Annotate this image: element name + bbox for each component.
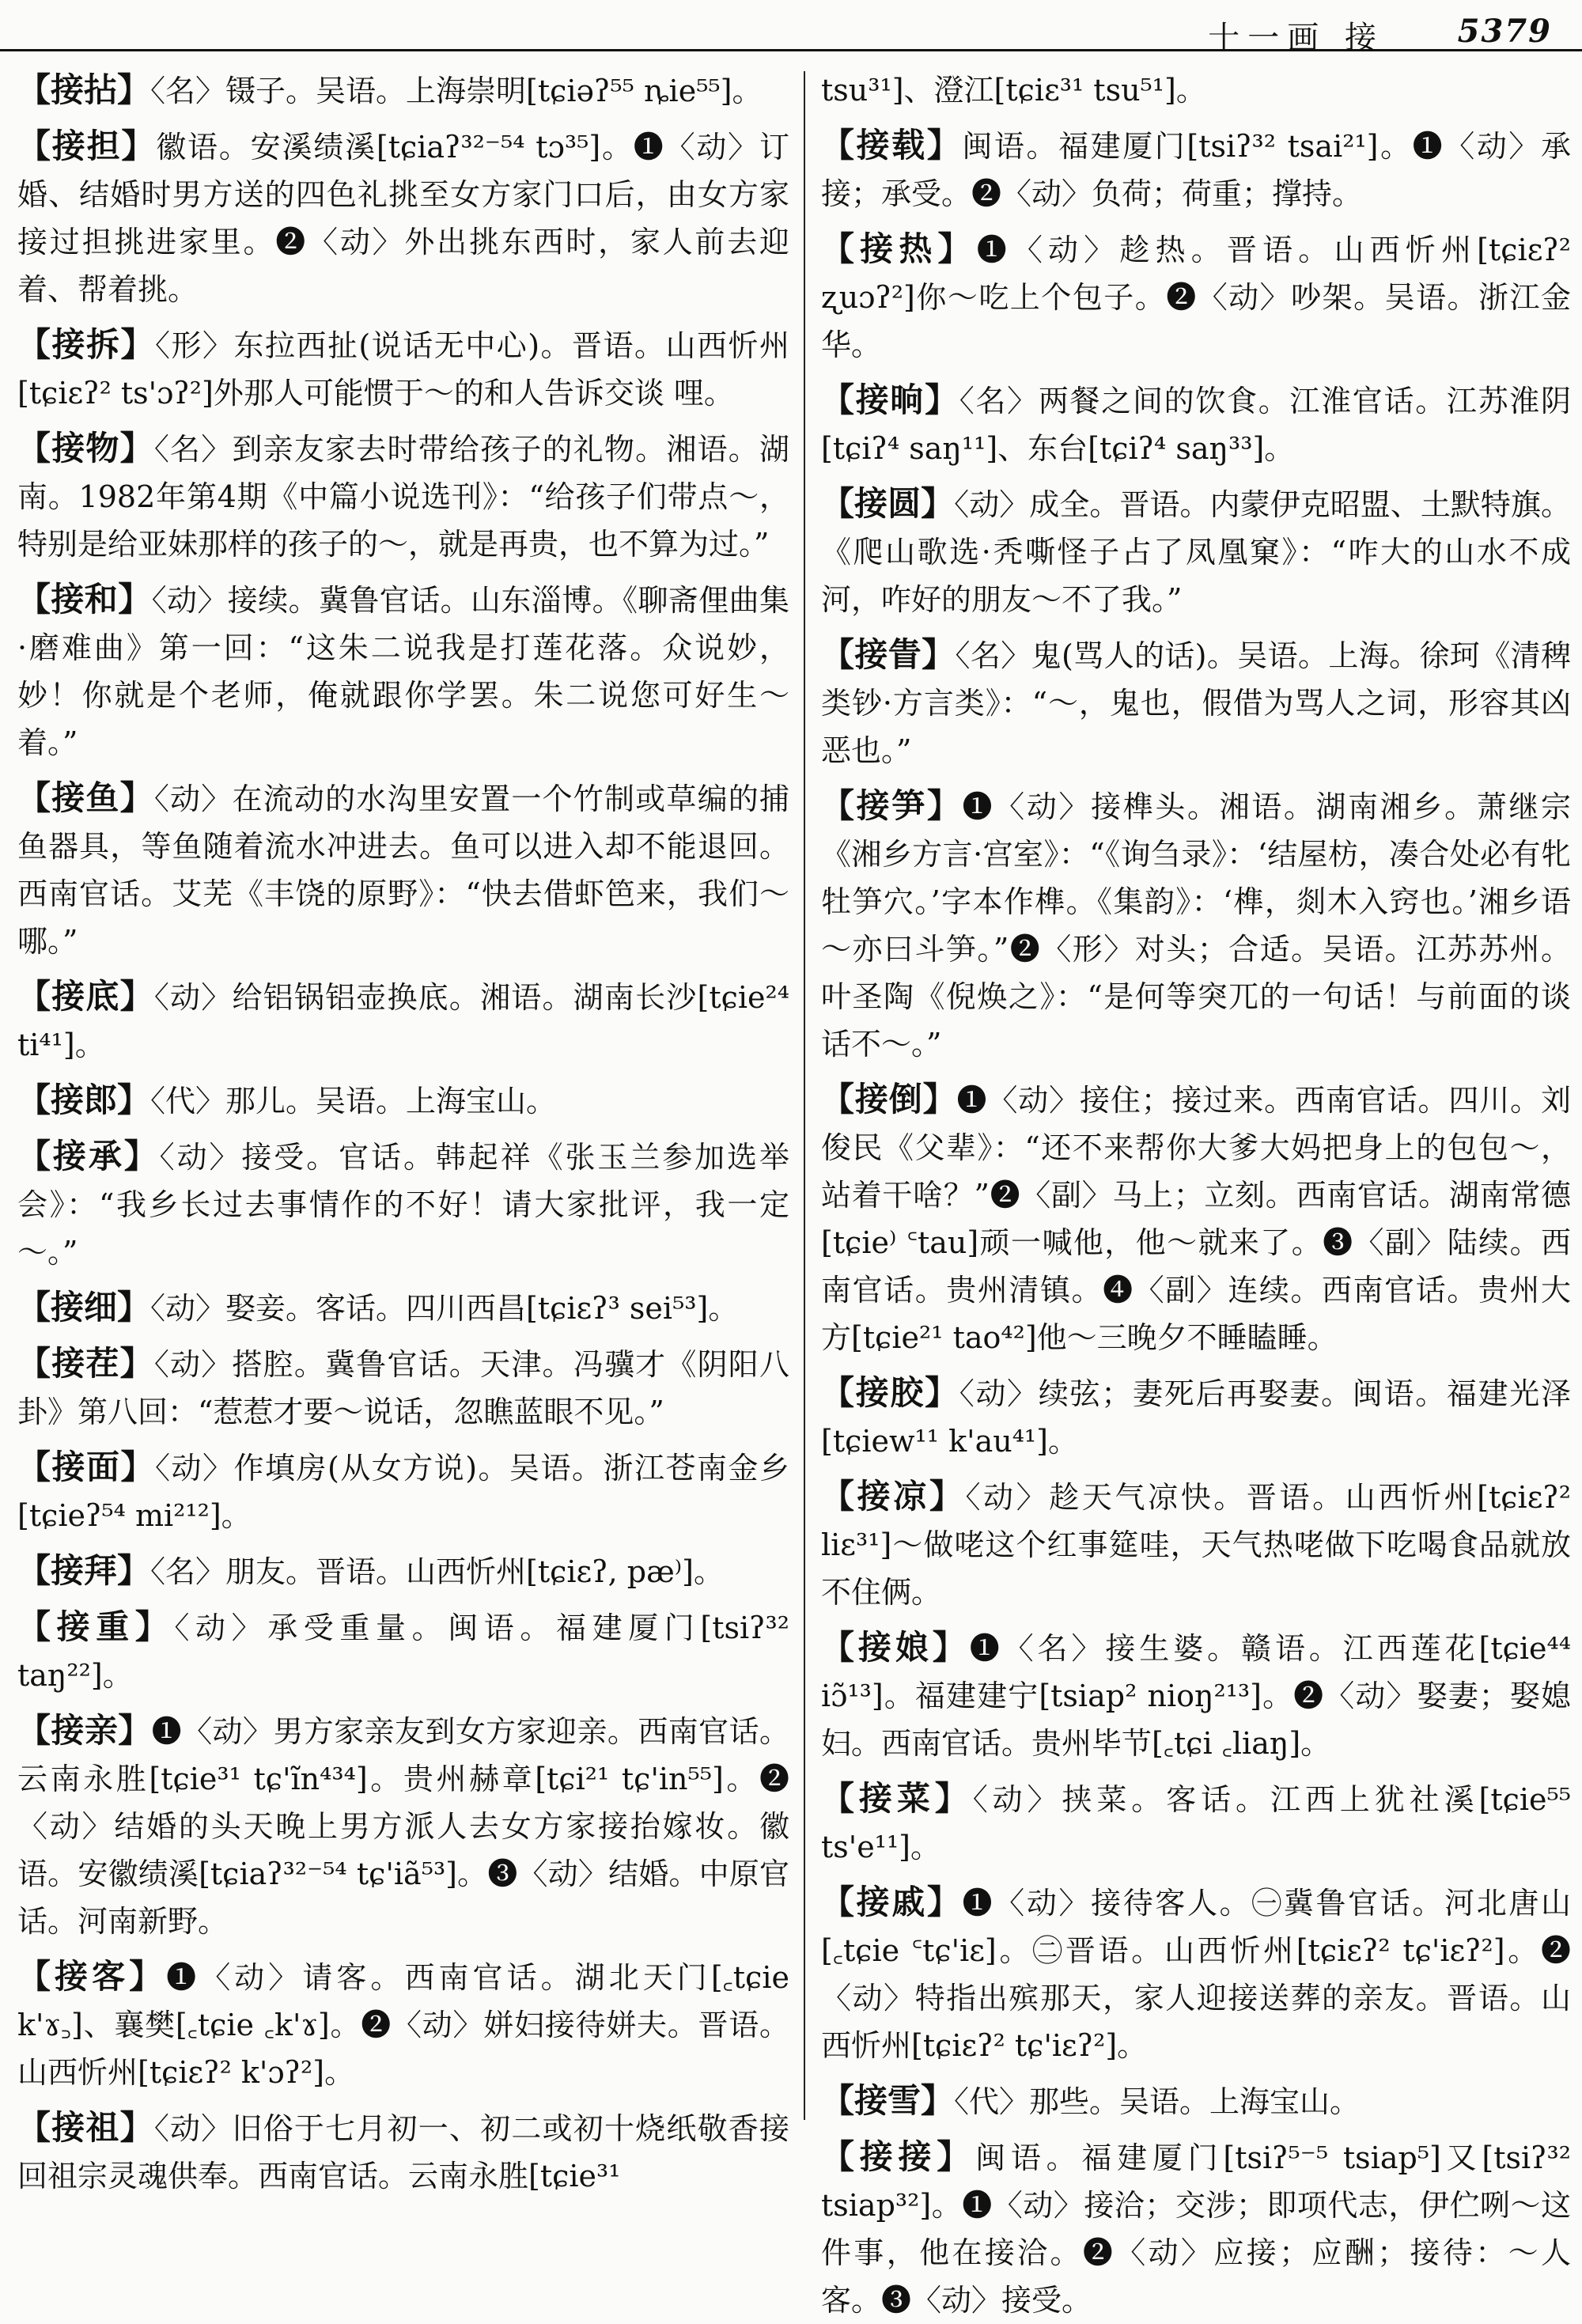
entry-headword: 【接承】 [17, 1137, 160, 1175]
entry-definition: ❶〈动〉接待客人。㊀冀鲁官话。河北唐山[꜀tɕie ꜂tɕ'iɛ]。㊁晋语。山西忻州[tɕiɛʔ² tɕ'iɛʔ²]。❷〈动〉特指出殡那天，家人迎接送葬的亲友。晋语。山西忻州[tɕiɛʔ² tɕ'iɛʔ²]。 [821, 1886, 1571, 2063]
entry-definition: 〈动〉挟菜。客话。江西上犹社溪[tɕie⁵⁵ ts'e¹¹]。 [821, 1782, 1571, 1864]
entry-headword: 【接晌】 [821, 380, 959, 419]
entry-headword: 【接重】 [17, 1607, 175, 1646]
dictionary-entry [821, 480, 1571, 623]
entry-headword: 【接底】 [17, 977, 154, 1016]
page-header [0, 0, 1582, 56]
entry-headword: 【接祖】 [17, 2108, 154, 2147]
entry-definition: 〈动〉接受。官话。韩起祥《张玉兰参加选举会》：“我乡长过去事情作的不好！请大家批评，我一定～。” [17, 1140, 789, 1270]
dictionary-entry [821, 631, 1571, 774]
dictionary-entry [17, 1340, 789, 1436]
entry-definition: 〈动〉娶妾。客话。四川西昌[tɕiɛʔ³ sei⁵³]。 [150, 1291, 739, 1326]
dictionary-entry [821, 122, 1571, 218]
dictionary-entry [17, 1444, 789, 1539]
entry-headword: 【接担】 [17, 127, 157, 165]
dictionary-entry [821, 1879, 1571, 2069]
dictionary-entry [17, 774, 789, 965]
entry-headword: 【接鱼】 [17, 778, 154, 817]
page-number: 5379 [1457, 13, 1552, 50]
dictionary-entry [17, 425, 789, 568]
entry-definition: 〈动〉趁天气凉快。晋语。山西忻州[tɕiɛʔ² liɛ³¹]～做咾这个红事筵哇，天气热咾做下吃喝食品就放不住俩。 [821, 1480, 1571, 1610]
entry-definition: 〈动〉续弦；妻死后再娶妻。闽语。福建光泽[tɕiew¹¹ k'au⁴¹]。 [821, 1376, 1571, 1459]
entry-definition: ❶〈名〉接生婆。赣语。江西莲花[tɕie⁴⁴ iɔ̃¹³]。福建建宁[tsiap² nioŋ²¹³]。❷〈动〉娶妻；娶媳妇。西南官话。贵州毕节[꜀tɕi ꜀liaŋ]。 [821, 1631, 1571, 1761]
dictionary-entry [821, 782, 1571, 1068]
entry-definition: 徽语。安溪绩溪[tɕiaʔ³²⁻⁵⁴ tɔ³⁵]。❶〈动〉订婚、结婚时男方送的四色礼挑至女方家门口后，由女方家接过担挑进家里。❷〈动〉外出挑东西时，家人前去迎着、帮着挑。 [17, 130, 789, 307]
entry-definition: 闽语。福建厦门[tsiʔ³² tsai²¹]。❶〈动〉承接；承受。❷〈动〉负荷；荷重；撑持。 [821, 129, 1571, 211]
entry-headword: 【接圆】 [821, 484, 955, 523]
entry-headword: 【接和】 [17, 580, 152, 619]
entry-definition: 〈动〉作填房(从女方说)。吴语。浙江苍南金乡[tɕieʔ⁵⁴ mi²¹²]。 [17, 1451, 789, 1533]
entry-headword: 【接笋】 [821, 786, 963, 825]
entry-definition: 〈动〉搭腔。冀鲁官话。天津。冯骥才《阴阳八卦》第八回：“惹惹才要～说话，忽瞧蓝眼不见。” [17, 1347, 789, 1429]
dictionary-entry [17, 123, 789, 313]
entry-headword: 【接凉】 [821, 1477, 966, 1516]
entry-definition: ❶〈动〉趁热。晋语。山西忻州[tɕiɛʔ² ʐuɔʔ²]你～吃上个包子。❷〈动〉吵架。吴语。浙江金华。 [821, 233, 1571, 362]
entry-headword: 【接胶】 [821, 1373, 959, 1412]
entry-headword: 【接眚】 [821, 635, 956, 674]
dictionary-entry [821, 2133, 1571, 2324]
entry-definition: 〈动〉接续。冀鲁官话。山东淄博。《聊斋俚曲集·磨难曲》第一回：“这朱二说我是打莲花落。众说妙，妙！你就是个老师，俺就跟你学罢。朱二说您可好生～着。” [17, 583, 789, 760]
entry-headword: 【接倒】 [821, 1080, 957, 1118]
entry-headword: 【接接】 [821, 2137, 976, 2176]
dictionary-entry [17, 1133, 789, 1276]
entry-definition: 〈动〉给铝锅铝壶换底。湘语。湖南长沙[tɕie²⁴ ti⁴¹]。 [17, 980, 789, 1062]
dictionary-entry [821, 2077, 1571, 2125]
entry-definition: ❶〈动〉请客。西南官话。湖北天门[꜀tɕie k'ɤ꜆]、襄樊[꜀tɕie ꜀k'ɤ]。❷〈动〉姘妇接待姘夫。晋语。山西忻州[tɕiɛʔ² k'ɔʔ²]。 [17, 1960, 789, 2090]
dictionary-entry [821, 225, 1571, 369]
entry-headword: 【接亲】 [17, 1711, 152, 1750]
entry-headword: 【接拆】 [17, 325, 155, 364]
entry-definition: ❶〈动〉接住；接过来。西南官话。四川。刘俊民《父辈》：“还不来帮你大爹大妈把身上的包包～，站着干啥？”❷〈副〉马上；立刻。西南官话。湖南常德[tɕie⁾ ꜂tau]顽一喊他，他～就来了。❸〈副〉陆续。西南官话。贵州清镇。❹〈副〉连续。西南官话。贵州大方[tɕie²¹ tao⁴²]他～三晚夕不睡瞌睡。 [821, 1083, 1571, 1355]
right-column [821, 66, 1571, 2318]
dictionary-entry [17, 2104, 789, 2200]
dictionary-entry [17, 576, 789, 766]
dictionary-entry [17, 1284, 789, 1332]
entry-headword: 【接载】 [821, 126, 963, 165]
continued-text: tsu³¹]、澄江[tɕiɛ³¹ tsu⁵¹]。 [821, 73, 1206, 108]
column-divider [804, 71, 805, 2120]
dictionary-entry [821, 1775, 1571, 1871]
dictionary-entry [17, 1707, 789, 1945]
entry-definition: 〈代〉那些。吴语。上海宝山。 [954, 2084, 1361, 2119]
dictionary-entry [17, 1077, 789, 1125]
dictionary-entry [821, 1473, 1571, 1616]
entry-definition: 〈动〉成全。晋语。内蒙伊克昭盟、土默特旗。《爬山歌选·秃嘶怪子占了凤凰窠》：“咋大的山水不成河，咋好的朋友～不了我。” [821, 487, 1571, 617]
dictionary-entry [17, 1547, 789, 1595]
dictionary-entry [821, 377, 1571, 472]
entry-definition: ❶〈动〉男方家亲友到女方家迎亲。西南官话。云南永胜[tɕie³¹ tɕ'ĩn⁴³⁴]。贵州赫章[tɕi²¹ tɕ'in⁵⁵]。❷〈动〉结婚的头天晚上男方派人去女方家接抬嫁妆。徽语。安徽绩溪[tɕiaʔ³²⁻⁵⁴ tɕ'iã⁵³]。❸〈动〉结婚。中原官话。河南新野。 [17, 1714, 789, 1939]
entry-headword: 【接茬】 [17, 1344, 154, 1383]
entry-definition: 〈名〉朋友。晋语。山西忻州[tɕiɛʔ, pæ⁾]。 [150, 1554, 724, 1589]
entry-definition: 〈形〉东拉西扯(说话无中心)。晋语。山西忻州[tɕiɛʔ² ts'ɔʔ²]外那人可能惯于～的和人告诉交谈 哩。 [17, 328, 789, 411]
left-column [17, 66, 789, 2193]
entry-definition: ❶〈动〉接榫头。湘语。湖南湘乡。萧继宗《湘乡方言·宫室》：“《询刍录》：‘结屋枋，凑合处必有牝牡笋穴。’字本作榫。《集韵》：‘榫，剡木入窍也。’湘乡语～亦曰斗笋。”❷〈形〉对头；合适。吴语。江苏苏州。叶圣陶《倪焕之》：“是何等突兀的一句话！与前面的谈话不～。” [821, 789, 1571, 1062]
entry-definition: 〈动〉在流动的水沟里安置一个竹制或草编的捕鱼器具，等鱼随着流水冲进去。鱼可以进入却不能退回。西南官话。艾芜《丰饶的原野》：“快去借虾笆来，我们～哪。” [17, 782, 789, 959]
entry-definition: 〈动〉承受重量。闽语。福建厦门[tsiʔ³² taŋ²²]。 [17, 1611, 789, 1693]
entry-headword: 【接热】 [821, 229, 977, 268]
entry-definition: 〈名〉到亲友家去时带给孩子的礼物。湘语。湖南。1982年第4期《中篇小说选刊》：“给孩子们带点～，特别是给亚妹那样的孩子的～，就是再贵，也不算为过。” [17, 432, 789, 562]
entry-headword: 【接戚】 [821, 1883, 963, 1921]
entry-headword: 【接细】 [17, 1288, 151, 1327]
entry-definition: 〈代〉那儿。吴语。上海宝山。 [150, 1084, 557, 1118]
dictionary-entry [17, 973, 789, 1069]
dictionary-entry [17, 66, 789, 115]
entry-headword: 【接雪】 [821, 2081, 955, 2120]
dictionary-entry [17, 321, 789, 417]
entry-headword: 【接郎】 [17, 1081, 151, 1119]
dictionary-entry [821, 1369, 1571, 1465]
entry-headword: 【接拈】 [17, 70, 151, 109]
entry-definition: 〈动〉旧俗于七月初一、初二或初十烧纸敬香接回祖宗灵魂供奉。西南官话。云南永胜[tɕie³¹ [17, 2111, 789, 2193]
entry-definition: 闽语。福建厦门[tsiʔ⁵⁻⁵ tsiap⁵]又[tsiʔ³² tsiap³²]。❶〈动〉接洽；交涉；即项代志，伊伫咧～这件事，他在接洽。❷〈动〉应接；应酬；接待：～人客。❸〈动〉接受。 [821, 2140, 1571, 2318]
entry-headword: 【接物】 [17, 429, 154, 467]
dictionary-entry [821, 1624, 1571, 1767]
entry-headword: 【接拜】 [17, 1551, 151, 1590]
dictionary-entry [821, 1076, 1571, 1361]
entry-headword: 【接客】 [17, 1957, 167, 1996]
dictionary-entry [17, 1953, 789, 2096]
entry-definition: 〈名〉两餐之间的饮食。江淮官话。江苏淮阴[tɕiʔ⁴ saŋ¹¹]、东台[tɕiʔ⁴ saŋ³³]。 [821, 384, 1571, 466]
entry-headword: 【接面】 [17, 1448, 155, 1486]
dictionary-entry [17, 1603, 789, 1699]
entry-headword: 【接菜】 [821, 1779, 973, 1818]
section-title: 十一画 接 [1208, 20, 1384, 56]
entry-definition: 〈名〉镊子。吴语。上海崇明[tɕiəʔ⁵⁵ ȵie⁵⁵]。 [150, 74, 763, 108]
entry-definition: 〈名〉鬼(骂人的话)。吴语。上海。徐珂《清稗类钞·方言类》：“～，鬼也，假借为骂人之词，形容其凶恶也。” [821, 638, 1571, 768]
entry-headword: 【接娘】 [821, 1628, 970, 1667]
